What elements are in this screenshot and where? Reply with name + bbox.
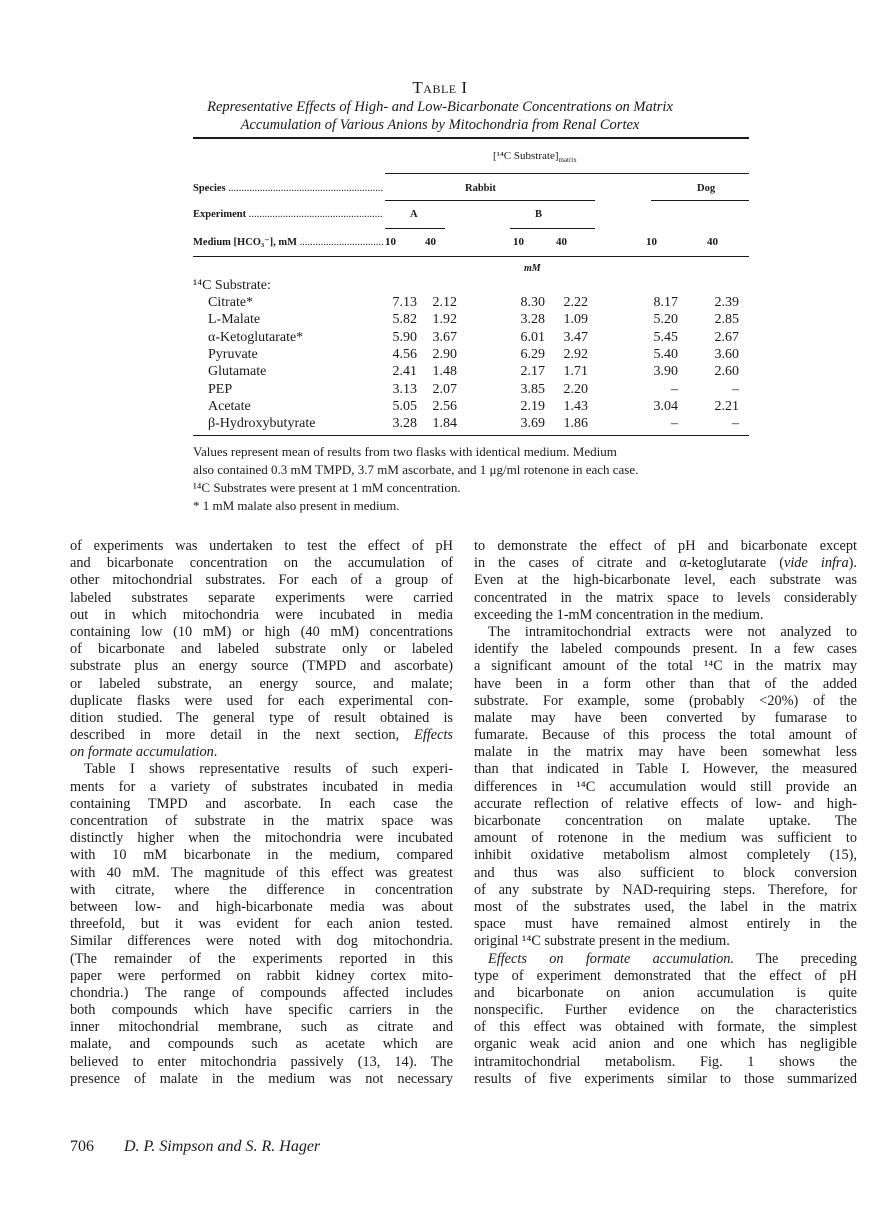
medium-label: Medium [HCO₃⁻], mM ..... — [193, 236, 383, 248]
text-line: bicarbonate concentration on malate uptake. The — [474, 813, 857, 829]
table-label: Table — [412, 78, 457, 97]
text-line: (The remainder of the experiments reported in this — [70, 950, 453, 967]
page-number: 706 — [70, 1138, 94, 1155]
dog-rule — [651, 200, 749, 201]
text-line: and bicarbonate concentration on the accumulation of — [70, 555, 453, 572]
table-cell: 3.28 — [392, 416, 417, 432]
page-footer — [70, 1138, 320, 1156]
text-line: duplicate flasks were used for each experimental con- — [70, 692, 453, 709]
text-line: intramitochondrial metabolism. Fig. 1 shows the — [474, 1053, 857, 1070]
table-cell: 1.71 — [563, 364, 588, 380]
text-line — [474, 951, 857, 968]
text-line — [70, 744, 453, 761]
table-cell: – — [732, 381, 739, 397]
table-cell: 3.67 — [432, 329, 457, 345]
table-cell: 3.13 — [392, 381, 417, 397]
experiment-a-rule — [385, 228, 445, 229]
concentration-header: 40 — [556, 236, 567, 248]
text-line: than that indicated in Table I. However, the measured — [474, 761, 857, 778]
text-line: space must have remained almost entirely in the — [474, 916, 857, 933]
text-line: differences in ¹⁴C accumulation would still provide an — [474, 778, 857, 795]
table-cell: 3.04 — [653, 398, 678, 414]
row-substrate-name: Glutamate — [208, 364, 267, 380]
text-line: Similar differences were noted with dog mitochondria. — [70, 933, 453, 950]
text-line: substrate. For example, some (probably <20%) of the — [474, 692, 857, 709]
experiment-b-rule — [510, 228, 595, 229]
spanner-header — [493, 150, 577, 164]
spanner-subscript: matrix — [558, 156, 577, 165]
table-cell: 6.01 — [520, 329, 545, 345]
text-line: The intramitochondrial extracts were not analyzed to — [488, 623, 857, 640]
text-line: organic weak acid anion and one which has negligible — [474, 1036, 857, 1053]
experiment-label: Experiment ..... — [193, 209, 383, 220]
text-line: a significant amount of the total ¹⁴C in the matrix may — [474, 658, 857, 675]
spanner-text: [¹⁴C Substrate] — [493, 150, 559, 162]
table-cell: 2.22 — [563, 295, 588, 310]
table-cell: 2.07 — [432, 381, 457, 397]
text-line: Even at the high-bicarbonate level, each substrate was — [474, 572, 857, 589]
table-cell: – — [671, 416, 678, 432]
table-cell: 3.85 — [520, 381, 545, 397]
table-cell: – — [732, 416, 739, 432]
text-line: dition studied. The general type of result obtained is — [70, 709, 453, 726]
table-cell: 4.56 — [392, 346, 417, 362]
text-line: of bicarbonate and labeled substrate only or labeled — [70, 641, 453, 658]
text-line: paper were performed on rabbit kidney cortex mito- — [70, 967, 453, 984]
table-cell: 1.86 — [563, 416, 588, 432]
table-cell: 5.82 — [392, 312, 417, 328]
text-run: in the cases of citrate and α-ketoglutarate ( — [474, 555, 784, 572]
table-cell: 5.45 — [653, 329, 678, 345]
row-substrate-name: β-Hydroxybutyrate — [208, 416, 316, 432]
text-run: The preceding — [734, 950, 857, 967]
concentration-header: 10 — [385, 236, 396, 248]
text-line: concentration of substrate in the matrix space was — [70, 813, 453, 829]
table-cell: 2.92 — [563, 346, 588, 362]
table-note: * 1 mM malate also present in medium. — [193, 498, 400, 513]
table-top-rule — [193, 137, 749, 139]
text-line: chondria.) The range of compounds affected includes — [70, 984, 453, 1001]
italic-text: Effects on formate accumulation. — [488, 950, 735, 967]
text-line: with citrate, where the difference in concentration — [70, 881, 453, 898]
table-cell: 2.67 — [714, 329, 739, 345]
italic-text: Effects — [414, 727, 453, 744]
italic-text: on formate accumulation — [70, 744, 214, 761]
body-column-right — [474, 538, 857, 1088]
text-line: nonspecific. Further evidence on the characteristics — [474, 1002, 857, 1019]
row-substrate-name: L-Malate — [208, 312, 261, 328]
italic-text: vide infra — [783, 555, 849, 572]
text-line: accurate reflection of relative effects of low- and high- — [474, 795, 857, 812]
text-line: have been in a form other than that of the added — [474, 675, 857, 692]
table-cell: 2.12 — [432, 295, 457, 310]
text-line: of any substrate by NAD-requiring steps. Therefore, for — [474, 881, 857, 898]
running-authors: D. P. Simpson and S. R. Hager — [124, 1138, 321, 1155]
text-line — [474, 555, 857, 572]
text-line: believed to enter mitochondria passively (13, 14). The — [70, 1053, 453, 1070]
text-line: inner mitochondrial membrane, such as citrate and — [70, 1019, 453, 1036]
concentration-header: 40 — [425, 236, 436, 248]
table-cell: – — [671, 381, 678, 397]
table-cell: 3.69 — [520, 416, 545, 432]
text-line: exceeding the 1-mM concentration in the medium. — [474, 606, 764, 623]
experiment-a: A — [410, 209, 418, 220]
header-bottom-rule — [193, 256, 749, 257]
text-run: ). — [848, 555, 857, 572]
text-line: type of experiment demonstrated that the effect of pH — [474, 967, 857, 984]
table-cell: 8.30 — [520, 295, 545, 310]
rabbit-rule — [385, 200, 595, 201]
table-cell: 1.92 — [432, 312, 457, 328]
species-rabbit: Rabbit — [465, 183, 496, 194]
text-run: described in more detail in the next section, — [70, 727, 415, 744]
table-cell: 3.28 — [520, 312, 545, 328]
text-line: amount of rotenone in the medium was sufficient to — [474, 830, 857, 847]
row-substrate-name: α-Ketoglutarate* — [208, 329, 304, 345]
text-line: threefold, but it was evident for each anion tested. — [70, 916, 453, 933]
row-substrate-name: Acetate — [208, 398, 251, 414]
text-line: to demonstrate the effect of pH and bicarbonate except — [474, 538, 857, 554]
table-cell: 2.85 — [714, 312, 739, 328]
text-line: results of five experiments similar to those summarized — [474, 1070, 857, 1087]
text-line: containing low (10 mM) or high (40 mM) concentrations — [70, 623, 453, 640]
row-substrate-name: Pyruvate — [208, 346, 258, 362]
table-cell: 2.21 — [714, 398, 739, 414]
text-line: concentrated in the matrix space to levels considerably — [474, 589, 857, 606]
table-cell: 2.20 — [563, 381, 588, 397]
text-line: malate may have been converted by fumarase to — [474, 709, 857, 726]
concentration-header: 10 — [646, 236, 657, 248]
species-dog: Dog — [697, 183, 716, 194]
text-line: inhibit oxidative metabolism almost completely (15), — [474, 847, 857, 864]
text-line: identify the labeled compounds present. In a few cases — [474, 641, 857, 658]
text-run: . — [213, 744, 218, 761]
spanner-rule — [385, 173, 749, 174]
table-cell: 3.47 — [563, 329, 588, 345]
text-line: and bicarbonate on anion accumulation is quite — [474, 984, 857, 1001]
table-cell: 2.90 — [432, 346, 457, 362]
text-line: containing TMPD and ascorbate. In each case the — [70, 795, 453, 812]
body-column-left — [70, 538, 453, 1088]
table-number: I — [461, 78, 468, 97]
table-subtitle-line-1: Representative Effects of High- and Low-Bicarbonate Concentrations on Matrix — [207, 99, 673, 115]
text-line: of experiments was undertaken to test the effect of pH — [70, 538, 453, 554]
table-cell: 2.19 — [520, 398, 545, 414]
table-cell: 1.09 — [563, 312, 588, 328]
table-note: also contained 0.3 mM TMPD, 3.7 mM ascorbate, and 1 μg/ml rotenone in each case. — [193, 462, 639, 477]
table-cell: 2.17 — [520, 364, 545, 380]
table-cell: 2.39 — [714, 295, 739, 310]
text-line: malate, and compounds such as acetate which are — [70, 1036, 453, 1053]
table-cell: 5.05 — [392, 398, 417, 414]
table-cell: 5.40 — [653, 346, 678, 362]
concentration-header: 10 — [513, 236, 524, 248]
text-line: both compounds which have specific carriers in the — [70, 1002, 453, 1019]
text-line: most of the substrates used, the label in the matrix — [474, 898, 857, 915]
substrate-group-label: ¹⁴C Substrate: — [193, 278, 271, 293]
table-cell: 1.43 — [563, 398, 588, 414]
table-cell: 1.48 — [432, 364, 457, 380]
text-line: malate in the matrix may have been somewhat less — [474, 744, 857, 761]
unit-label: mM — [524, 263, 541, 274]
text-line: other mitochondrial substrates. For each of a group of — [70, 572, 453, 589]
table-bottom-rule — [193, 435, 749, 436]
table-cell: 2.41 — [392, 364, 417, 380]
species-label: Species ..... — [193, 183, 383, 194]
text-line: distinctly higher when the mitochondria were incubated — [70, 830, 453, 847]
text-line: Table I shows representative results of such experi- — [84, 761, 453, 778]
table-cell: 7.13 — [392, 295, 417, 310]
table-note: Values represent mean of results from two flasks with identical medium. Medium — [193, 444, 617, 459]
table-note: ¹⁴C Substrates were present at 1 mM concentration. — [193, 480, 461, 495]
table-cell: 1.84 — [432, 416, 457, 432]
text-line: and thus was also sufficient to block conversion — [474, 864, 857, 881]
text-line: between low- and high-bicarbonate media was about — [70, 898, 453, 915]
text-line: with 40 mM. The magnitude of this effect was greatest — [70, 864, 453, 881]
table-cell: 8.17 — [653, 295, 678, 310]
text-line: with 10 mM bicarbonate in the medium, compared — [70, 847, 453, 864]
text-line: fumarate. Because of this process the total amount of — [474, 727, 857, 744]
text-line: presence of malate in the medium was not necessary — [70, 1070, 453, 1087]
table-cell: 3.90 — [653, 364, 678, 380]
table-cell: 5.20 — [653, 312, 678, 328]
table-cell: 5.90 — [392, 329, 417, 345]
text-line — [70, 727, 453, 744]
concentration-header: 40 — [707, 236, 718, 248]
text-line: of this effect was obtained with formate, the simplest — [474, 1019, 857, 1036]
table-cell: 2.56 — [432, 398, 457, 414]
table-title — [0, 78, 880, 98]
row-substrate-name: Citrate* — [208, 295, 254, 310]
text-line: substrate plus an energy source (TMPD and ascorbate) — [70, 658, 453, 675]
table-cell: 2.60 — [714, 364, 739, 380]
text-line: original ¹⁴C substrate present in the medium. — [474, 933, 730, 950]
text-line: ments for a variety of substrates incubated in media — [70, 778, 453, 795]
table-cell: 6.29 — [520, 346, 545, 362]
experiment-b: B — [535, 209, 543, 220]
text-line: labeled substrates separate experiments were carried — [70, 589, 453, 606]
text-line: out in which mitochondria were incubated in media — [70, 606, 453, 623]
table-subtitle-line-2: Accumulation of Various Anions by Mitochondria from Renal Cortex — [240, 117, 640, 133]
table-cell: 3.60 — [714, 346, 739, 362]
text-line: or labeled substrate, an energy source, and malate; — [70, 675, 453, 692]
row-substrate-name: PEP — [208, 381, 233, 397]
